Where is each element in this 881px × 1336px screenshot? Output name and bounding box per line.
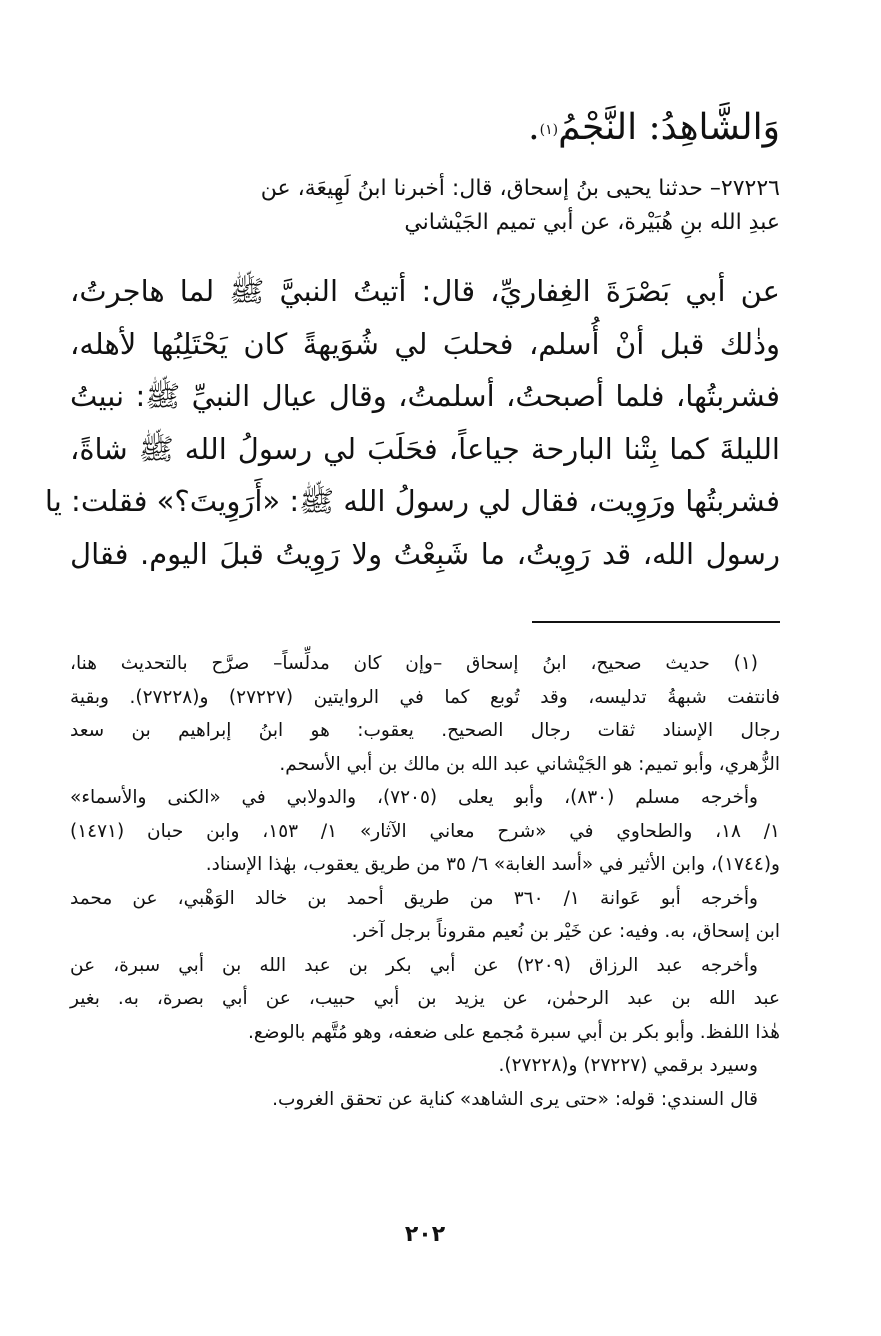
footnote-line: (١) حديث صحيح، ابنُ إسحاق –وإن كان مدلِّساً– صرَّح بالتحديث هنا، [70, 653, 758, 674]
footnote-line: وسيرد برقمي (٢٧٢٢٧) و(٢٧٢٢٨). [498, 1055, 758, 1076]
heading-text: وَالشَّاهِدُ: النَّجْمُ [558, 107, 780, 148]
footnote-line: ١/ ١٨، والطحاوي في «شرح معاني الآثار» ١/ ١٥٣، وابن حبان (١٤٧١) [70, 820, 780, 842]
matn-line: رسول الله، قد رَوِيتُ، ما شَبِعْتُ ولا رَوِيتُ قبلَ اليوم. فقال [70, 536, 780, 571]
matn-line: فشربتُها ورَوِيت، فقال لي رسولُ الله ﷺ: «أَرَوِيتَ؟» فقلت: يا [44, 484, 780, 518]
heading-end: . [528, 107, 540, 148]
footnote-line: عبد الله بن عبد الرحمٰن، عن يزيد بن أبي حبيب، عن أبي بصرة، به. بغير [70, 988, 780, 1009]
matn-line: عن أبي بَصْرَةَ الغِفاريِّ، قال: أتيتُ النبيَّ ﷺ لما هاجرتُ، [70, 274, 780, 308]
footnote-line: وأخرجه عبد الرزاق (٢٢٠٩) عن أبي بكر بن عبد الله بن أبي سبرة، عن [70, 954, 758, 976]
footnote-line: فانتفت شبهةُ تدليسه، وقد تُوبع كما في الروايتين (٢٧٢٢٧) و(٢٧٢٢٨). وبقية [70, 686, 780, 708]
footnote-line: الزُّهري، وأبو تميم: هو الجَيْشاني عبد الله بن مالك بن أبي الأسحم. [279, 753, 780, 775]
hadith-isnad [70, 172, 780, 240]
isnad-line: عبدِ الله بنِ هُبَيْرة، عن أبي تميم الجَيْشاني [404, 210, 780, 235]
page-number: ٢٠٢ [404, 1222, 446, 1247]
footnotes [70, 647, 780, 1116]
footnote-line: هٰذا اللفظ. وأبو بكر بن أبي سبرة مُجمع على ضعفه، وهو مُتَّهم بالوضع. [247, 1021, 780, 1043]
isnad-line: ٢٧٢٢٦– حدثنا يحيى بنُ إسحاق، قال: أخبرنا ابنُ لَهِيعَة، عن [260, 176, 780, 201]
footnote-line: وأخرجه أبو عَوانة ١/ ٣٦٠ من طريق أحمد بن خالد الوَهْبي، عن محمد [70, 887, 758, 909]
footnote-line: و(١٧٤٤)، وابن الأثير في «أسد الغابة» ٦/ ٣٥ من طريق يعقوب، بهٰذا الإسناد. [205, 854, 780, 875]
footnote-line: ابن إسحاق، به. وفيه: عن خَيْر بن نُعيم مقروناً برجل آخر. [351, 921, 780, 942]
hadith-ending-line [528, 100, 780, 156]
footnote-line: وأخرجه مسلم (٨٣٠)، وأبو يعلى (٧٢٠٥)، والدولابي في «الكنى والأسماء» [70, 787, 758, 808]
footnote-separator [532, 621, 780, 623]
matn-line: وذٰلك قبل أنْ أُسلم، فحلبَ لي شُوَيهةً كان يَحْتَلِبُها لأهله، [70, 326, 780, 361]
matn-line: فشربتُها، فلما أصبحتُ، أسلمتُ، وقال عيال النبيِّ ﷺ: نبيتُ [70, 379, 780, 413]
footnote-reference[interactable]: (١) [539, 122, 559, 138]
footnote-line: قال السندي: قوله: «حتى يرى الشاهد» كناية عن تحقق الغروب. [272, 1088, 758, 1110]
matn-line: الليلةَ كما بِتْنا البارحة جياعاً، فحَلَبَ لي رسولُ الله ﷺ شاةً، [70, 431, 780, 466]
hadith-matn [44, 265, 780, 580]
footnote-line: رجال الإسناد ثقات رجال الصحيح. يعقوب: هو ابنُ إبراهيم بن سعد [70, 720, 780, 741]
